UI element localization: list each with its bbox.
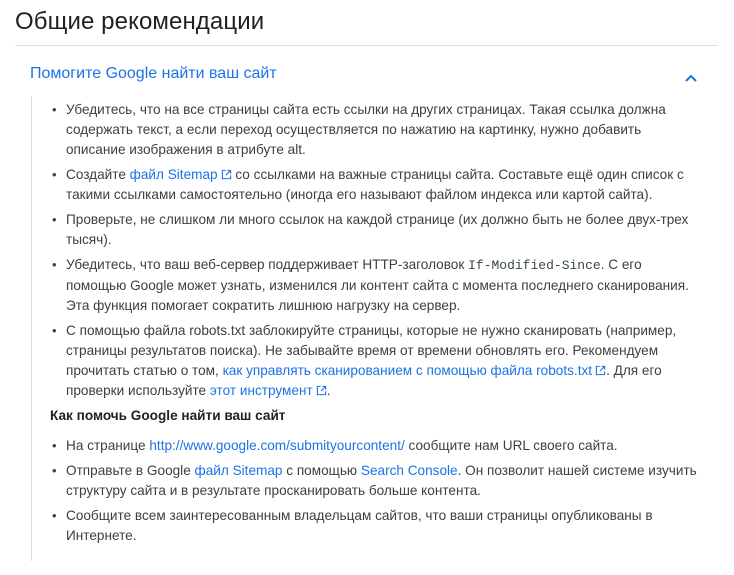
item-text: Проверьте, не слишком ли много ссылок на каждой странице (их должно быть не более двух-трех тысяч).: [66, 212, 689, 247]
title-divider: [15, 45, 718, 46]
item-text: .: [326, 383, 331, 398]
recommendations-list: [50, 100, 700, 401]
item-text: Убедитесь, что ваш веб-сервер поддерживает HTTP-заголовок: [66, 257, 469, 272]
list-item: [50, 255, 700, 316]
item-text: Создайте: [66, 167, 130, 182]
page-title: Общие рекомендации: [15, 8, 265, 35]
sitemap-link[interactable]: файл Sitemap: [129, 167, 218, 182]
external-link-icon[interactable]: [595, 365, 606, 376]
item-text: . С его помощью Google может узнать, изменился ли контент сайта с момента последнего сканирования. Эта функция помогает сократить лишнюю нагрузку на сервер.: [66, 257, 689, 313]
external-link-icon[interactable]: [221, 169, 232, 180]
item-text: . Для его проверки используйте: [66, 363, 662, 398]
item-text: . Он позволит нашей системе изучить структуру сайта и в результате просканировать больше контента.: [66, 463, 697, 498]
list-item: [50, 461, 700, 501]
item-text: сообщите нам URL своего сайта.: [404, 438, 618, 453]
item-text: Сообщите всем заинтересованным владельцам сайтов, что ваши страницы опубликованы в Интернете.: [66, 508, 653, 543]
list-item: [50, 321, 700, 401]
item-text: Убедитесь, что на все страницы сайта есть ссылки на других страницах. Такая ссылка должна содержать текст, а если переход осуществляется по нажатию на картинку, нужно добавить описание изображения в атрибуте alt.: [66, 102, 666, 157]
chevron-up-icon[interactable]: [684, 71, 698, 85]
list-item: [50, 436, 700, 456]
list-item: [50, 165, 700, 205]
list-item: [50, 210, 700, 250]
header-code: If-Modified-Since: [468, 258, 601, 273]
robots-txt-link[interactable]: как управлять сканированием с помощью файла robots.txt: [222, 363, 593, 378]
subheading: Как помочь Google найти ваш сайт: [50, 408, 286, 423]
external-link-icon[interactable]: [316, 385, 327, 396]
item-text: С помощью файла robots.txt заблокируйте страницы, которые не нужно сканировать (например, страницы результатов поиска). Не забывайте время от времени обновлять его. Рекомендуем прочитать статью о том,: [66, 323, 677, 378]
list-item: [50, 100, 700, 160]
submit-content-link[interactable]: http://www.google.com/submityourcontent/: [149, 438, 405, 453]
robots-tester-link[interactable]: этот инструмент: [209, 383, 313, 398]
item-text: с помощью: [282, 463, 361, 478]
item-text: На странице: [66, 438, 150, 453]
accordion-header[interactable]: [30, 60, 700, 90]
submission-list: [50, 436, 700, 546]
accordion-title[interactable]: Помогите Google найти ваш сайт: [30, 65, 277, 82]
accordion-body: [31, 96, 712, 561]
list-item: [50, 506, 700, 546]
item-text: Отправьте в Google: [66, 463, 195, 478]
search-console-link[interactable]: Search Console: [360, 463, 458, 478]
item-text: со ссылками на важные страницы сайта. Составьте ещё один список с такими ссылками самостоятельно (иногда его называют файлом индекса или картой сайта).: [66, 167, 684, 202]
sitemap-link[interactable]: файл Sitemap: [194, 463, 283, 478]
